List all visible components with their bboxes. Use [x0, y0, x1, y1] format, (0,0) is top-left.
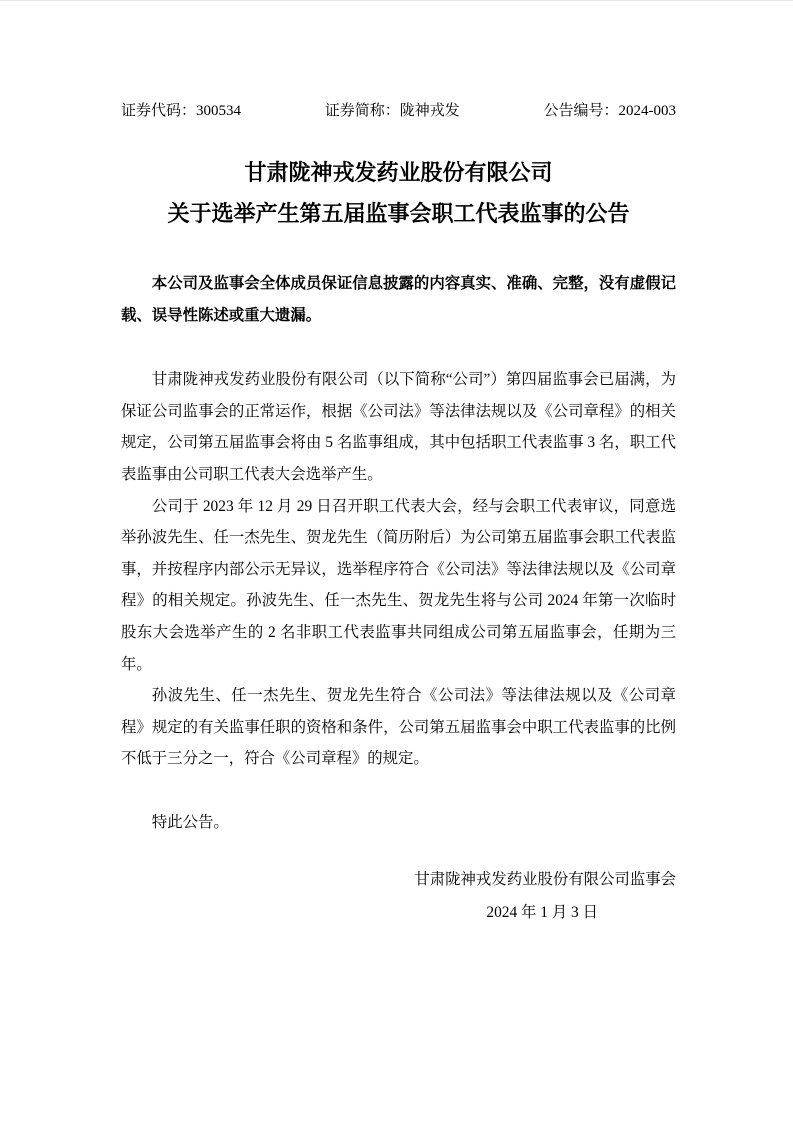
body-paragraph: 孙波先生、任一杰先生、贺龙先生符合《公司法》等法律法规以及《公司章程》规定的有关监事任职的资格和条件，公司第五届监事会中职工代表监事的比例不低于三分之一，符合《公司章程》的规定。	[121, 687, 676, 768]
closing-line: 特此公告。	[151, 813, 229, 831]
company-name-title: 甘肃陇神戎发药业股份有限公司	[244, 160, 553, 185]
stock-code: 证券代码：300534	[121, 103, 242, 119]
stock-short-name: 证券简称：陇神戎发	[324, 103, 460, 119]
announcement-number: 公告编号：2024-003	[543, 103, 676, 119]
signature-entity: 甘肃陇神戎发药业股份有限公司监事会	[414, 870, 676, 888]
announcement-subject-title: 关于选举产生第五届监事会职工代表监事的公告	[167, 201, 630, 226]
securities-info-row	[121, 103, 676, 119]
body-paragraph: 甘肃陇神戎发药业股份有限公司（以下简称“公司”）第四届监事会已届满，为保证公司监事会的正常运作，根据《公司法》等法律法规以及《公司章程》的相关规定，公司第五届监事会将由 5 名监事组成，其中包括职工代表监事 3 名，职工代表监事由公司职工代表大会选举产生。	[121, 371, 676, 483]
signature-block	[121, 863, 676, 929]
document-title	[121, 152, 676, 234]
truthfulness-declaration: 本公司及监事会全体成员保证信息披露的内容真实、准确、完整，没有虚假记载、误导性陈述或重大遗漏。	[121, 275, 676, 324]
body-paragraph: 公司于 2023 年 12 月 29 日召开职工代表大会，经与会职工代表审议，同意选举孙波先生、任一杰先生、贺龙先生（简历附后）为公司第五届监事会职工代表监事，并按程序内部公示无异议，选举程序符合《公司法》等法律法规以及《公司章程》的相关规定。孙波先生、任一杰先生、贺龙先生将与公司 2024 年第一次临时股东大会选举产生的 2 名非职工代表监事共同组成公司第五届监事会，任期为三年。	[121, 497, 676, 673]
signature-date: 2024 年 1 月 3 日	[486, 903, 598, 921]
